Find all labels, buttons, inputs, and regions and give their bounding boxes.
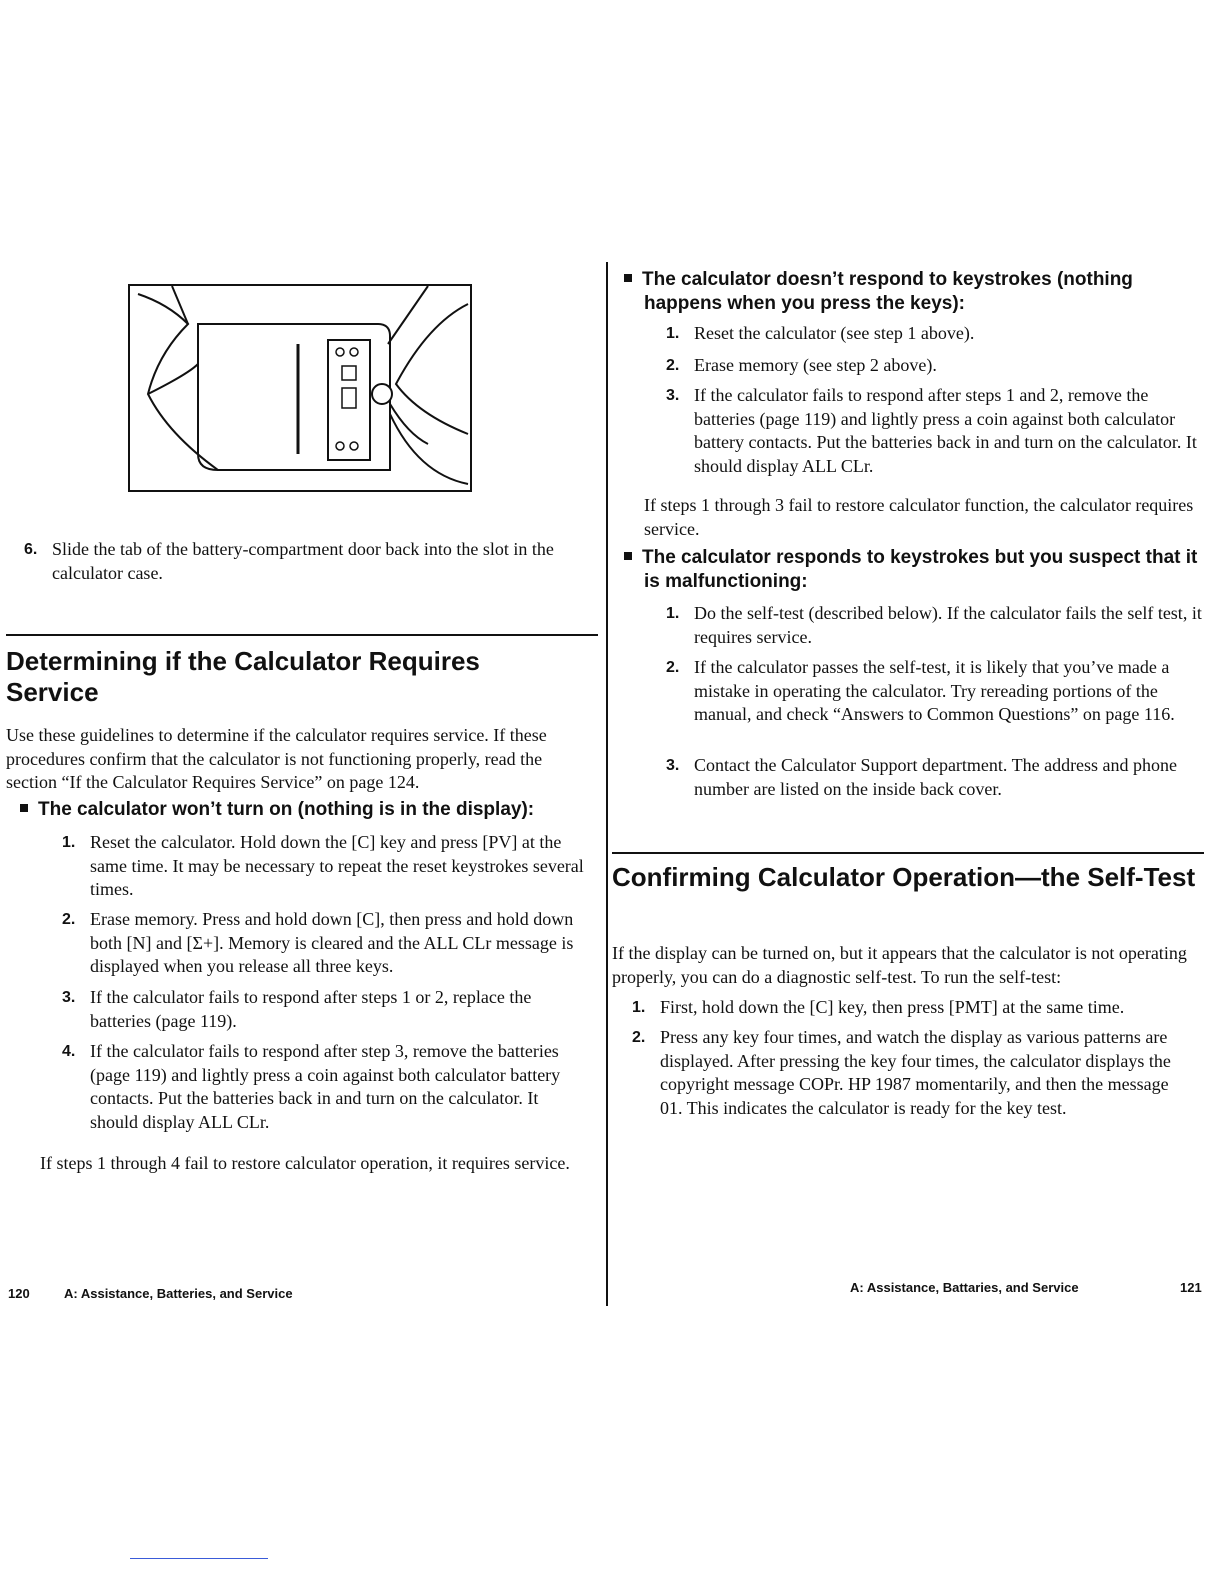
- step-text: Do the self-test (described below). If the calculator fails the self test, it requires service.: [694, 603, 1202, 647]
- step-number: 1.: [62, 834, 76, 851]
- footer-chapter-title: A: Assistance, Battaries, and Service: [850, 1280, 1079, 1295]
- step-text: Erase memory. Press and hold down [C], then press and hold down both [N] and [Σ+]. Memory is cleared and the ALL CLr message is displayed when you release all three keys.: [90, 909, 574, 976]
- intro-paragraph: If the display can be turned on, but it appears that the calculator is not operating properly, you can do a diagnostic self-test. To run the self-test:: [612, 943, 1187, 987]
- section-title-self-test: Confirming Calculator Operation—the Self-Test: [612, 862, 1196, 892]
- step-text: Reset the calculator. Hold down the [C] key and press [PV] at the same time. It may be necessary to repeat the reset keystrokes several times.: [90, 832, 584, 899]
- step-text: If the calculator fails to respond after steps 1 or 2, replace the batteries (page 119).: [90, 987, 532, 1031]
- footer-page-number: 121: [1180, 1280, 1202, 1295]
- symptom-heading-no-power: [20, 798, 600, 822]
- intro-paragraph: Use these guidelines to determine if the calculator requires service. If these procedures confirm that the calculator is not functioning properly, read the section “If the Calculator Requires Service” on page 124.: [6, 725, 547, 792]
- heading-text: The calculator responds to keystrokes but you suspect that it is malfunctioning:: [642, 547, 1198, 592]
- bullet-icon: [624, 274, 632, 282]
- footer-chapter-title: A: Assistance, Batteries, and Service: [64, 1286, 293, 1301]
- step-text: If the calculator fails to respond after step 3, remove the batteries (page 119) and lightly press a coin against both calculator battery contacts. Put the batteries back in and turn on the calculator. It should display ALL CLr.: [90, 1041, 561, 1132]
- step-text: Contact the Calculator Support department. The address and phone number are listed on the inside back cover.: [694, 755, 1178, 799]
- step-text: If the calculator passes the self-test, it is likely that you’ve made a mistake in operating the calculator. Try rereading portions of the manual, and check “Answers to Common Questions” on page 116.: [694, 657, 1175, 724]
- closing-paragraph: If steps 1 through 4 fail to restore calculator operation, it requires service.: [40, 1153, 570, 1173]
- hands-calculator-drawing: [128, 284, 472, 492]
- bullet-icon: [20, 804, 28, 812]
- step-text: Erase memory (see step 2 above).: [694, 355, 937, 375]
- section-divider: [612, 852, 1204, 854]
- step-text: Slide the tab of the battery-compartment door back into the slot in the calculator case.: [52, 539, 554, 583]
- footer-page-number: 120: [8, 1286, 30, 1301]
- step-number: 2.: [666, 659, 680, 676]
- step-text: Reset the calculator (see step 1 above).: [694, 323, 975, 343]
- step-number: 2.: [62, 911, 76, 928]
- section-title-service: Determining if the Calculator Requires Service: [6, 646, 480, 707]
- heading-text: The calculator doesn’t respond to keystrokes (nothing happens when you press the keys):: [642, 269, 1133, 314]
- heading-text: The calculator won’t turn on (nothing is in the display):: [38, 799, 535, 820]
- step-number: 2.: [632, 1029, 646, 1046]
- step-number: 3.: [666, 757, 680, 774]
- step-number: 2.: [666, 357, 680, 374]
- step-text: Press any key four times, and watch the display as various patterns are displayed. After pressing the key four times, the calculator displays the copyright message COPr. HP 1987 momentarily, and then the message 01. This indicates the calculator is ready for the key test.: [660, 1027, 1171, 1118]
- closing-paragraph: If steps 1 through 3 fail to restore calculator function, the calculator requires service.: [644, 495, 1194, 539]
- step-number: 1.: [666, 605, 680, 622]
- page-gutter-line: [606, 262, 608, 1306]
- step-text: First, hold down the [C] key, then press [PMT] at the same time.: [660, 997, 1125, 1017]
- step-number: 3.: [62, 989, 76, 1006]
- step-number: 1.: [666, 325, 680, 342]
- step-text: If the calculator fails to respond after steps 1 and 2, remove the batteries (page 119) and lightly press a coin against both calculator battery contacts. Put the batteries back in and turn on the calculator. It should display ALL CLr.: [694, 385, 1197, 476]
- symptom-heading-malfunction: [624, 546, 1214, 594]
- step-number: 1.: [632, 999, 646, 1016]
- battery-door-illustration: [128, 284, 472, 492]
- section-divider: [6, 634, 598, 636]
- bottom-link-underline: [130, 1558, 268, 1559]
- step-number: 6.: [24, 541, 38, 558]
- bullet-icon: [624, 552, 632, 560]
- symptom-heading-no-response: [624, 268, 1214, 316]
- step-number: 4.: [62, 1043, 76, 1060]
- step-number: 3.: [666, 387, 680, 404]
